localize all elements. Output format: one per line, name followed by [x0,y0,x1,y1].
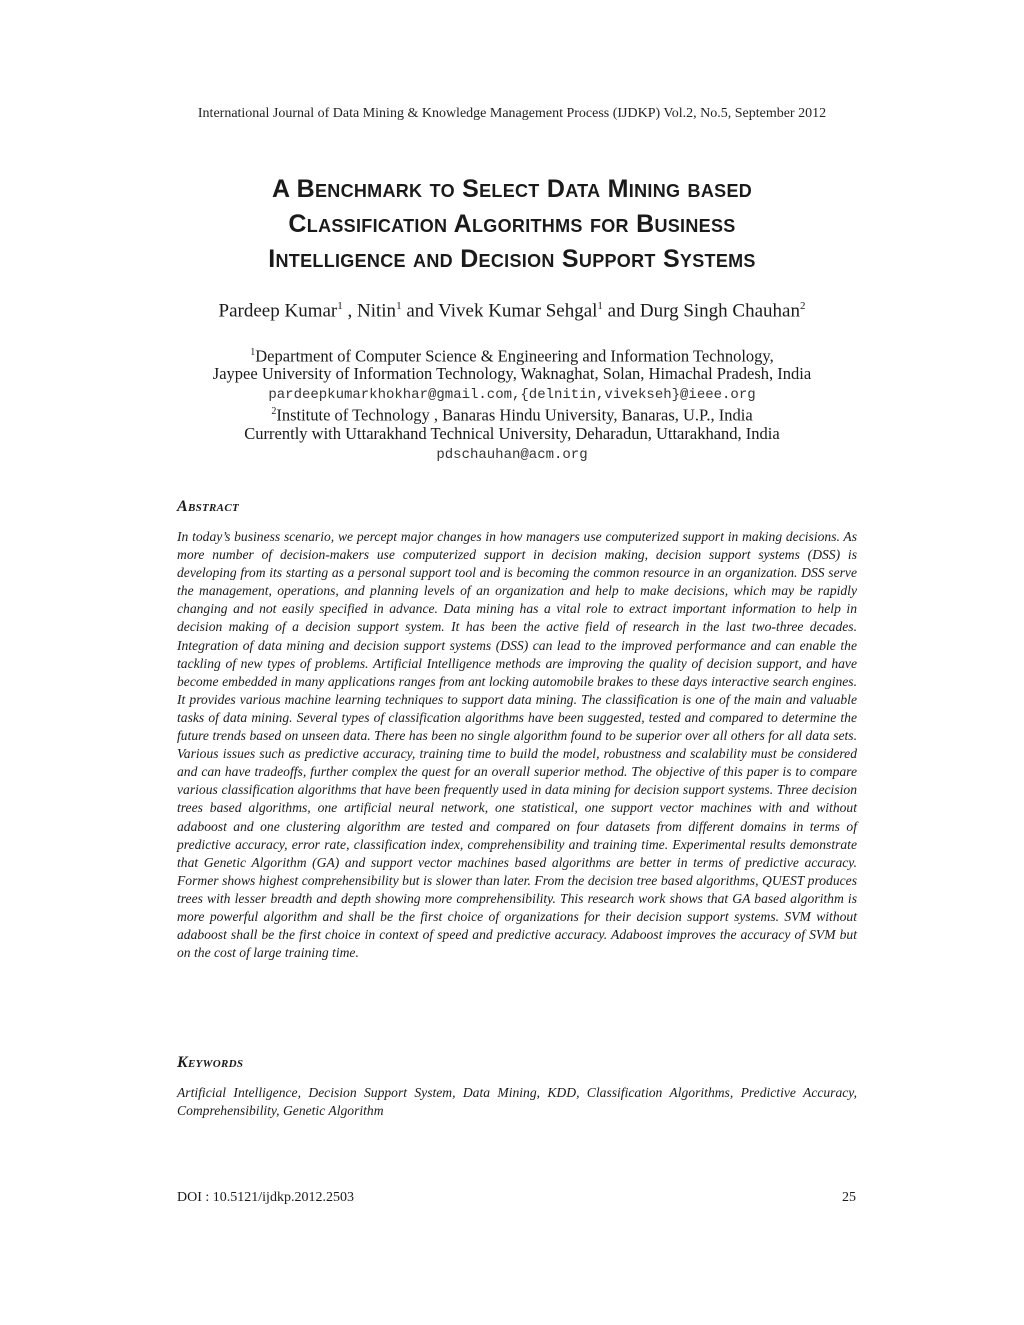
affiliation-2-line2: Currently with Uttarakhand Technical University, Deharadun, Uttarakhand, India [244,424,780,443]
author-name: Nitin [357,300,397,322]
paper-title [150,172,874,277]
title-line: Classification Algorithms for Business [288,210,736,238]
page-number: 25 [842,1190,856,1205]
author-affiliation-mark: 2 [799,300,806,312]
affiliation-mark: 1 [250,347,256,358]
abstract-text: In today’s business scenario, we percept major changes in how managers use computerized support in making decisions. As more number of decision-makers use computerized support in decision making, decision support systems (DSS) is developing from its starting as a personal support tool and is becoming the common resource in an organization. DSS serve the management, operations, and planning levels of an organization and help to make decisions, which may be rapidly changing and not easily specified in advance. Data mining has a vital role to extract important information to help in decision making of a decision support system. It has been the active field of research in the last two-three decades. Integration of data mining and decision support systems (DSS) can lead to the improved performance and can enable the tackling of new types of problems. Artificial Intelligence methods are improving the quality of decision support, and have become embedded in many applications ranges from ant locking automobile brakes to these days interactive search engines. It provides various machine learning techniques to support data mining. The classification is one of the main and valuable tasks of data mining. Several types of classification algorithms have been suggested, tested and compared to determine the future trends based on unseen data. There has been no single algorithm found to be superior over all others for all data sets. Various issues such as predictive accuracy, training time to build the model, robustness and scalability must be considered and can have tradeoffs, further complex the quest for an overall superior method. The objective of this paper is to compare various classification algorithms that have been frequently used in data mining for decision support systems. Three decision trees based algorithms, one artificial neural network, one statistical, one support vector machines with and without adaboost and one clustering algorithm are tested and compared on four datasets from different domains in terms of predictive accuracy, error rate, classification index, comprehensibility and training time. Experimental results demonstrate that Genetic Algorithm (GA) and support vector machines based algorithms are better in terms of predictive accuracy. Former shows highest comprehensibility but is slower than later. From the decision tree based algorithms, QUEST produces trees with lesser breadth and depth showing more comprehensibility. This research work shows that GA based algorithm is more powerful algorithm and shall be the first choice of organizations for their decision support systems. SVM without adaboost shall be the first choice in context of speed and predictive accuracy. Adaboost improves the accuracy of SVM but on the cost of large training time. [177,529,857,961]
author-name: Pardeep Kumar [218,300,338,322]
affiliation-mark: 2 [271,406,277,417]
journal-header: International Journal of Data Mining & Knowledge Management Process (IJDKP) Vol.2, No.5, September 2012 [197,106,827,121]
title-line: A Benchmark to Select Data Mining based [271,175,753,203]
abstract-heading: Abstract [177,498,239,515]
affiliation-text: Department of Computer Science & Engineering and Information Technology, [255,346,774,366]
affiliation-1-line1 [0,343,1024,367]
author-affiliation-mark: 1 [337,300,343,312]
author-name: Vivek Kumar Sehgal [438,300,598,322]
affiliation-2-email: pdschauhan@acm.org [436,447,588,463]
author-separator: and [401,300,439,322]
title-line: Intelligence and Decision Support Systems [268,245,756,273]
author-list [0,300,1024,322]
author-affiliation-mark: 1 [396,300,402,312]
author-affiliation-mark: 1 [597,300,603,312]
affiliation-text: Institute of Technology , Banaras Hindu University, Banaras, U.P., India [276,405,753,425]
author-separator: , [342,300,357,322]
doi: DOI : 10.5121/ijdkp.2012.2503 [177,1190,354,1205]
affiliation-1-line2: Jaypee University of Information Technology, Waknaghat, Solan, Himachal Pradesh, India [212,364,812,383]
affiliation-2-line1 [0,402,1024,426]
keywords-text: Artificial Intelligence, Decision Support System, Data Mining, KDD, Classification Algorithms, Predictive Accuracy, Comprehensibility, Genetic Algorithm [177,1085,857,1119]
author-separator: and [602,300,640,322]
keywords-heading: Keywords [177,1054,244,1071]
author-name: Durg Singh Chauhan [639,300,800,322]
affiliation-1-emails: pardeepkumarkhokhar@gmail.com,{delnitin,vivekseh}@ieee.org [268,387,756,403]
